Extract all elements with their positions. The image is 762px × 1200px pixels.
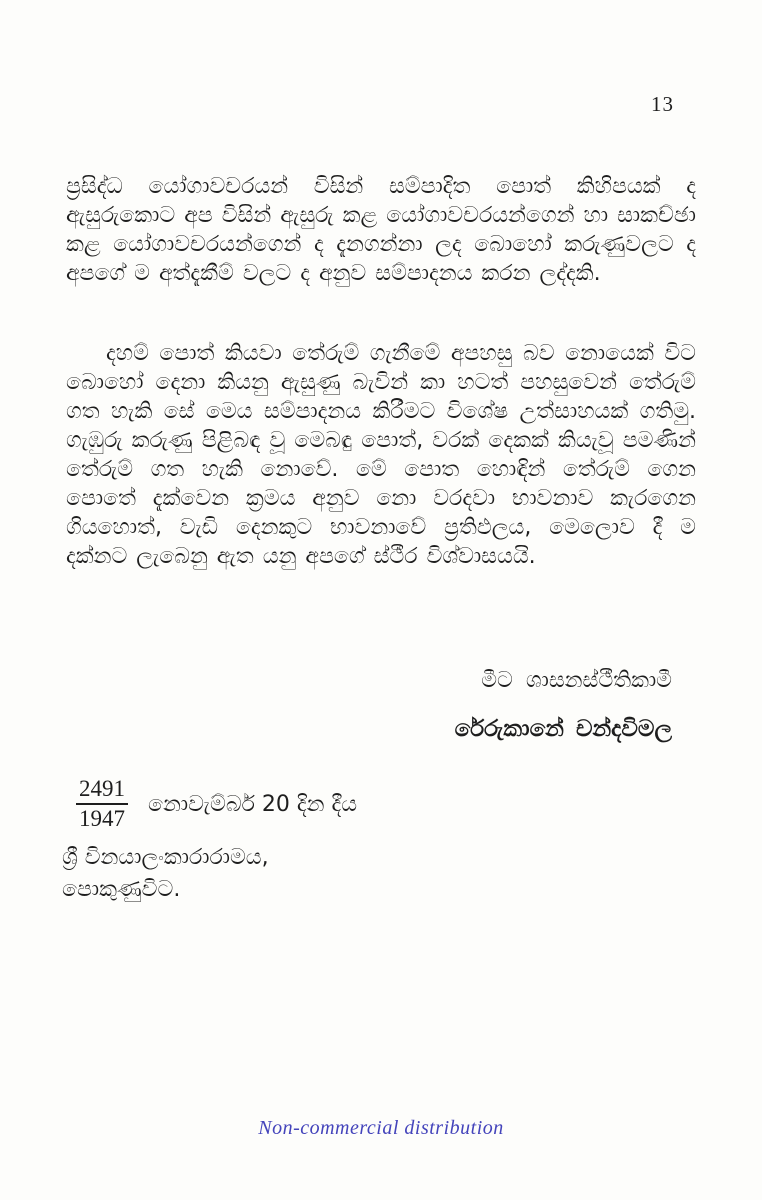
paragraph-1: ප්‍රසිද්ධ යෝගාවචරයන් විසින් සම්පාදිත පොත් කිහිපයක් ද ඇසුරුකොට අප විසින් ඇසුරු කළ යෝගාවචරයන්ගෙන් හා සාකච්ඡා කළ යෝගාවචරයන්ගෙන් ද දැනගන්නා ලද බොහෝ කරුණුවලට ද අපගේ ම අත්දැකීම් වලට ද අනුව සම්පාදනය කරන ලද්දකි. — [66, 174, 696, 286]
date-row — [62, 776, 357, 832]
year-fraction — [76, 776, 128, 832]
address-line-2: පොකුණුවිට. — [62, 877, 181, 902]
signature-block — [455, 668, 672, 742]
footer-distribution-note: Non-commercial distribution — [258, 1117, 504, 1139]
signature-author-name: රේරුකානේ චන්දවිමල — [454, 716, 672, 742]
page-number: 13 — [651, 92, 674, 116]
calendar-year: 1947 — [79, 806, 125, 831]
colophon-block — [62, 776, 357, 906]
signature-closing: මීට ශාසනස්ථීතිකාමී — [481, 668, 672, 693]
address-line-1: ශ්‍රී විනයාලංකාරාරාමය, — [62, 845, 269, 870]
date-text: නොවැම්බර් 20 දින දීය — [148, 791, 358, 817]
paragraph-2: දහම් පොත් කියවා තේරුම් ගැනීමේ අපහසු බව නොයෙක් විට බොහෝ දෙනා කියනු ඇසුණු බැවින් කා හටත් පහසුවෙන් තේරුම් ගත හැකි සේ මෙය සම්පාදනය කිරීමට විශේෂ උත්සාහයක් ගතිමු. ගැඹුරු කරුණු පිළිබඳ වූ මෙබඳු පොත්, වරක් දෙකක් කියැවූ පමණින් තේරුම් ගත හැකි නොවේ. මේ පොත හොඳින් තේරුම් ගෙන පොතේ දැක්වෙන ක්‍රමය අනුව නො වරදවා භාවනාව කැරගෙන ගියහොත්, වැඩි දෙනකුට භාවනාවේ ප්‍රතිඵලය, මෙලොව දී ම දක්නට ලැබෙනු ඇත යනු අපගේ ස්ථීර විශ්වාසයයි. — [66, 341, 696, 569]
buddhist-era-year: 2491 — [76, 776, 128, 805]
